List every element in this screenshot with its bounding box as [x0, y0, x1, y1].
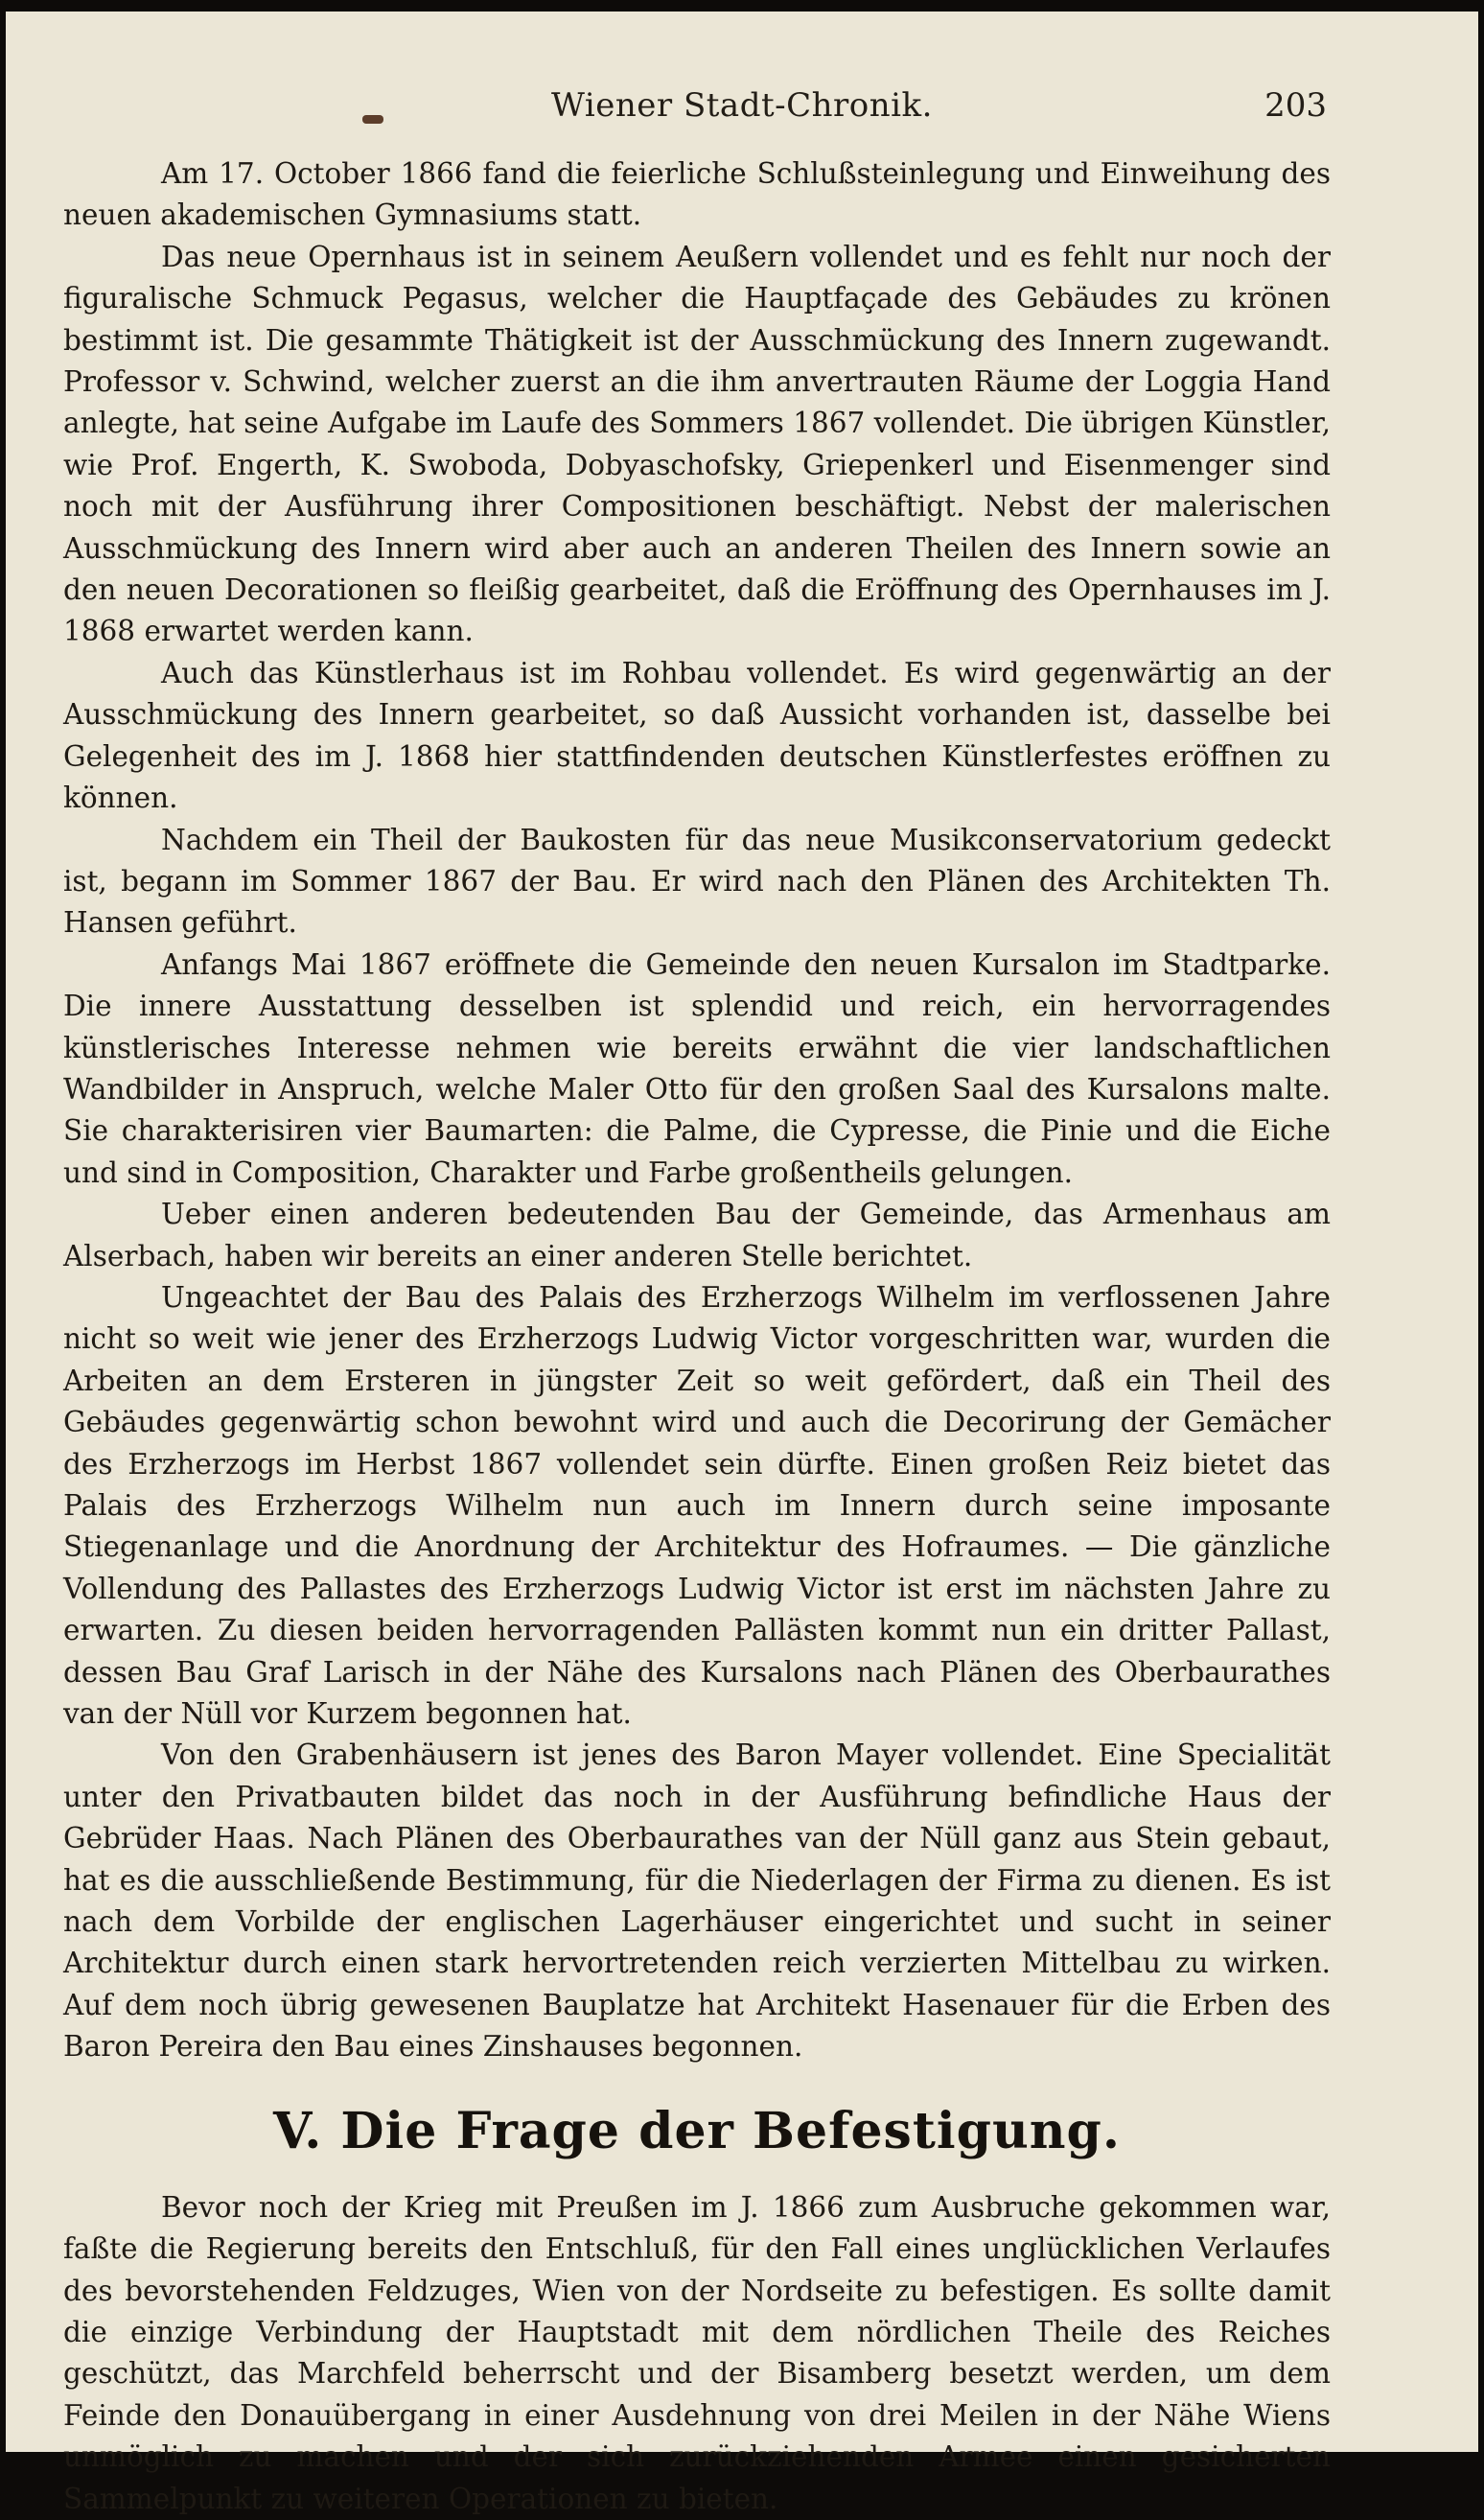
book-page — [6, 12, 1478, 2515]
paragraph-befestigung: Bevor noch der Krieg mit Preußen im J. 1866 zum Ausbruche gekommen war, faßte die Regierung bereits den Entschluß, für den Fall eines unglücklichen Verlaufes des bevorstehenden Feldzuges, Wien von der Nordseite zu befestigen. Es sollte damit die einzige Verbindung der Hauptstadt mit dem nördlichen Theile des Reiches geschützt, das Marchfeld beherrscht und der Bisamberg besetzt werden, um dem Feinde den Donauübergang in einer Ausdehnung von drei Meilen in der Nähe Wiens unmöglich zu machen und der sich zurückziehenden Armee einen gesicherten Sammelpunkt zu weiteren Operationen zu bieten. — [63, 2190, 1331, 2515]
page-number: 203 — [1264, 86, 1327, 125]
paragraph-armenhaus: Ueber einen anderen bedeutenden Bau der Gemeinde, das Armenhaus am Alserbach, haben wir bereits an einer anderen Stelle berichtet. — [63, 1198, 1331, 1272]
paragraph-kursalon: Anfangs Mai 1867 eröffnete die Gemeinde den neuen Kursalon im Stadtparke. Die innere Ausstattung desselben ist splendid und reich, ein hervorragendes künstlerisches Interesse nehmen wie bereits erwähnt die vier landschaftlichen Wandbilder in Anspruch, welche Maler Otto für den großen Saal des Kursalons malte. Sie charakterisiren vier Baumarten: die Palme, die Cypresse, die Pinie und die Eiche und sind in Composition, Charakter und Farbe großentheils gelungen. — [63, 947, 1331, 1189]
paragraph-palais: Ungeachtet der Bau des Palais des Erzherzogs Wilhelm im verflossenen Jahre nicht so weit wie jener des Erzherzogs Ludwig Victor vorgeschritten war, wurden die Arbeiten an dem Ersteren in jüngster Zeit so weit gefördert, daß ein Theil des Gebäudes gegenwärtig schon bewohnt wird und auch die Decorirung der Gemächer des Erzherzogs im Herbst 1867 vollendet sein dürfte. Einen großen Reiz bietet das Palais des Erzherzogs Wilhelm nun auch im Innern durch seine imposante Stiegenanlage und die Anordnung der Architektur des Hofraumes. — Die gänzliche Vollendung des Pallastes des Erzherzogs Ludwig Victor ist erst im nächsten Jahre zu erwarten. Zu diesen beiden hervorragenden Pallästen kommt nun ein dritter Pallast, dessen Bau Graf Larisch in der Nähe des Kursalons nach Plänen des Oberbaurathes van der Nüll vor Kurzem begonnen hat. — [63, 1280, 1331, 1731]
section-title: V. Die Frage der Befestigung. — [272, 2101, 1122, 2160]
paragraph-gymnasium: Am 17. October 1866 fand die feierliche Schlußsteinlegung und Einweihung des neuen akademischen Gymnasiums statt. — [63, 157, 1331, 232]
running-title: Wiener Stadt-Chronik. — [551, 86, 933, 125]
running-head — [6, 79, 1478, 136]
paragraph-musikconservatorium: Nachdem ein Theil der Baukosten für das neue Musikconservatorium gedeckt ist, begann im Sommer 1867 der Bau. Er wird nach den Plänen des Architekten Th. Hansen geführt. — [63, 823, 1331, 940]
paragraph-opernhaus: Das neue Opernhaus ist in seinem Aeußern vollendet und es fehlt nur noch der figuralische Schmuck Pegasus, welcher die Hauptfaçade des Gebäudes zu krönen bestimmt ist. Die gesammte Thätigkeit ist der Ausschmückung des Innern zugewandt. Professor v. Schwind, welcher zuerst an die ihm anvertrauten Räume der Loggia Hand anlegte, hat seine Aufgabe im Laufe des Sommers 1867 vollendet. Die übrigen Künstler, wie Prof. Engerth, K. Swoboda, Dobyaschofsky, Griepenkerl und Eisenmenger sind noch mit der Ausführung ihrer Compositionen beschäftigt. Nebst der malerischen Ausschmückung des Innern wird aber auch an anderen Theilen des Innern sowie an den neuen Decorationen so fleißig gearbeitet, daß die Eröffnung des Opernhauses im J. 1868 erwartet werden kann. — [63, 240, 1331, 648]
ink-blot-mark — [362, 115, 383, 124]
paragraph-kuenstlerhaus: Auch das Künstlerhaus ist im Rohbau vollendet. Es wird gegenwärtig an der Ausschmückung des Innern gearbeitet, so daß Aussicht vorhanden ist, dasselbe bei Gelegenheit des im J. 1868 hier stattfindenden deutschen Künstlerfestes eröffnen zu können. — [63, 656, 1331, 815]
body-text — [63, 153, 1331, 2520]
paragraph-grabenhaeuser: Von den Grabenhäusern ist jenes des Baron Mayer vollendet. Eine Specialität unter den Privatbauten bildet das noch in der Ausführung befindliche Haus der Gebrüder Haas. Nach Plänen des Oberbaurathes van der Nüll ganz aus Stein gebaut, hat es die ausschließende Bestimmung, für die Niederlagen der Firma zu dienen. Es ist nach dem Vorbilde der englischen Lagerhäuser eingerichtet und sucht in seiner Architektur durch einen stark hervortretenden reich verzierten Mittelbau zu wirken. Auf dem noch übrig gewesenen Bauplatze hat Architekt Hasenauer für die Erben des Baron Pereira den Bau eines Zinshauses begonnen. — [63, 1738, 1331, 2064]
